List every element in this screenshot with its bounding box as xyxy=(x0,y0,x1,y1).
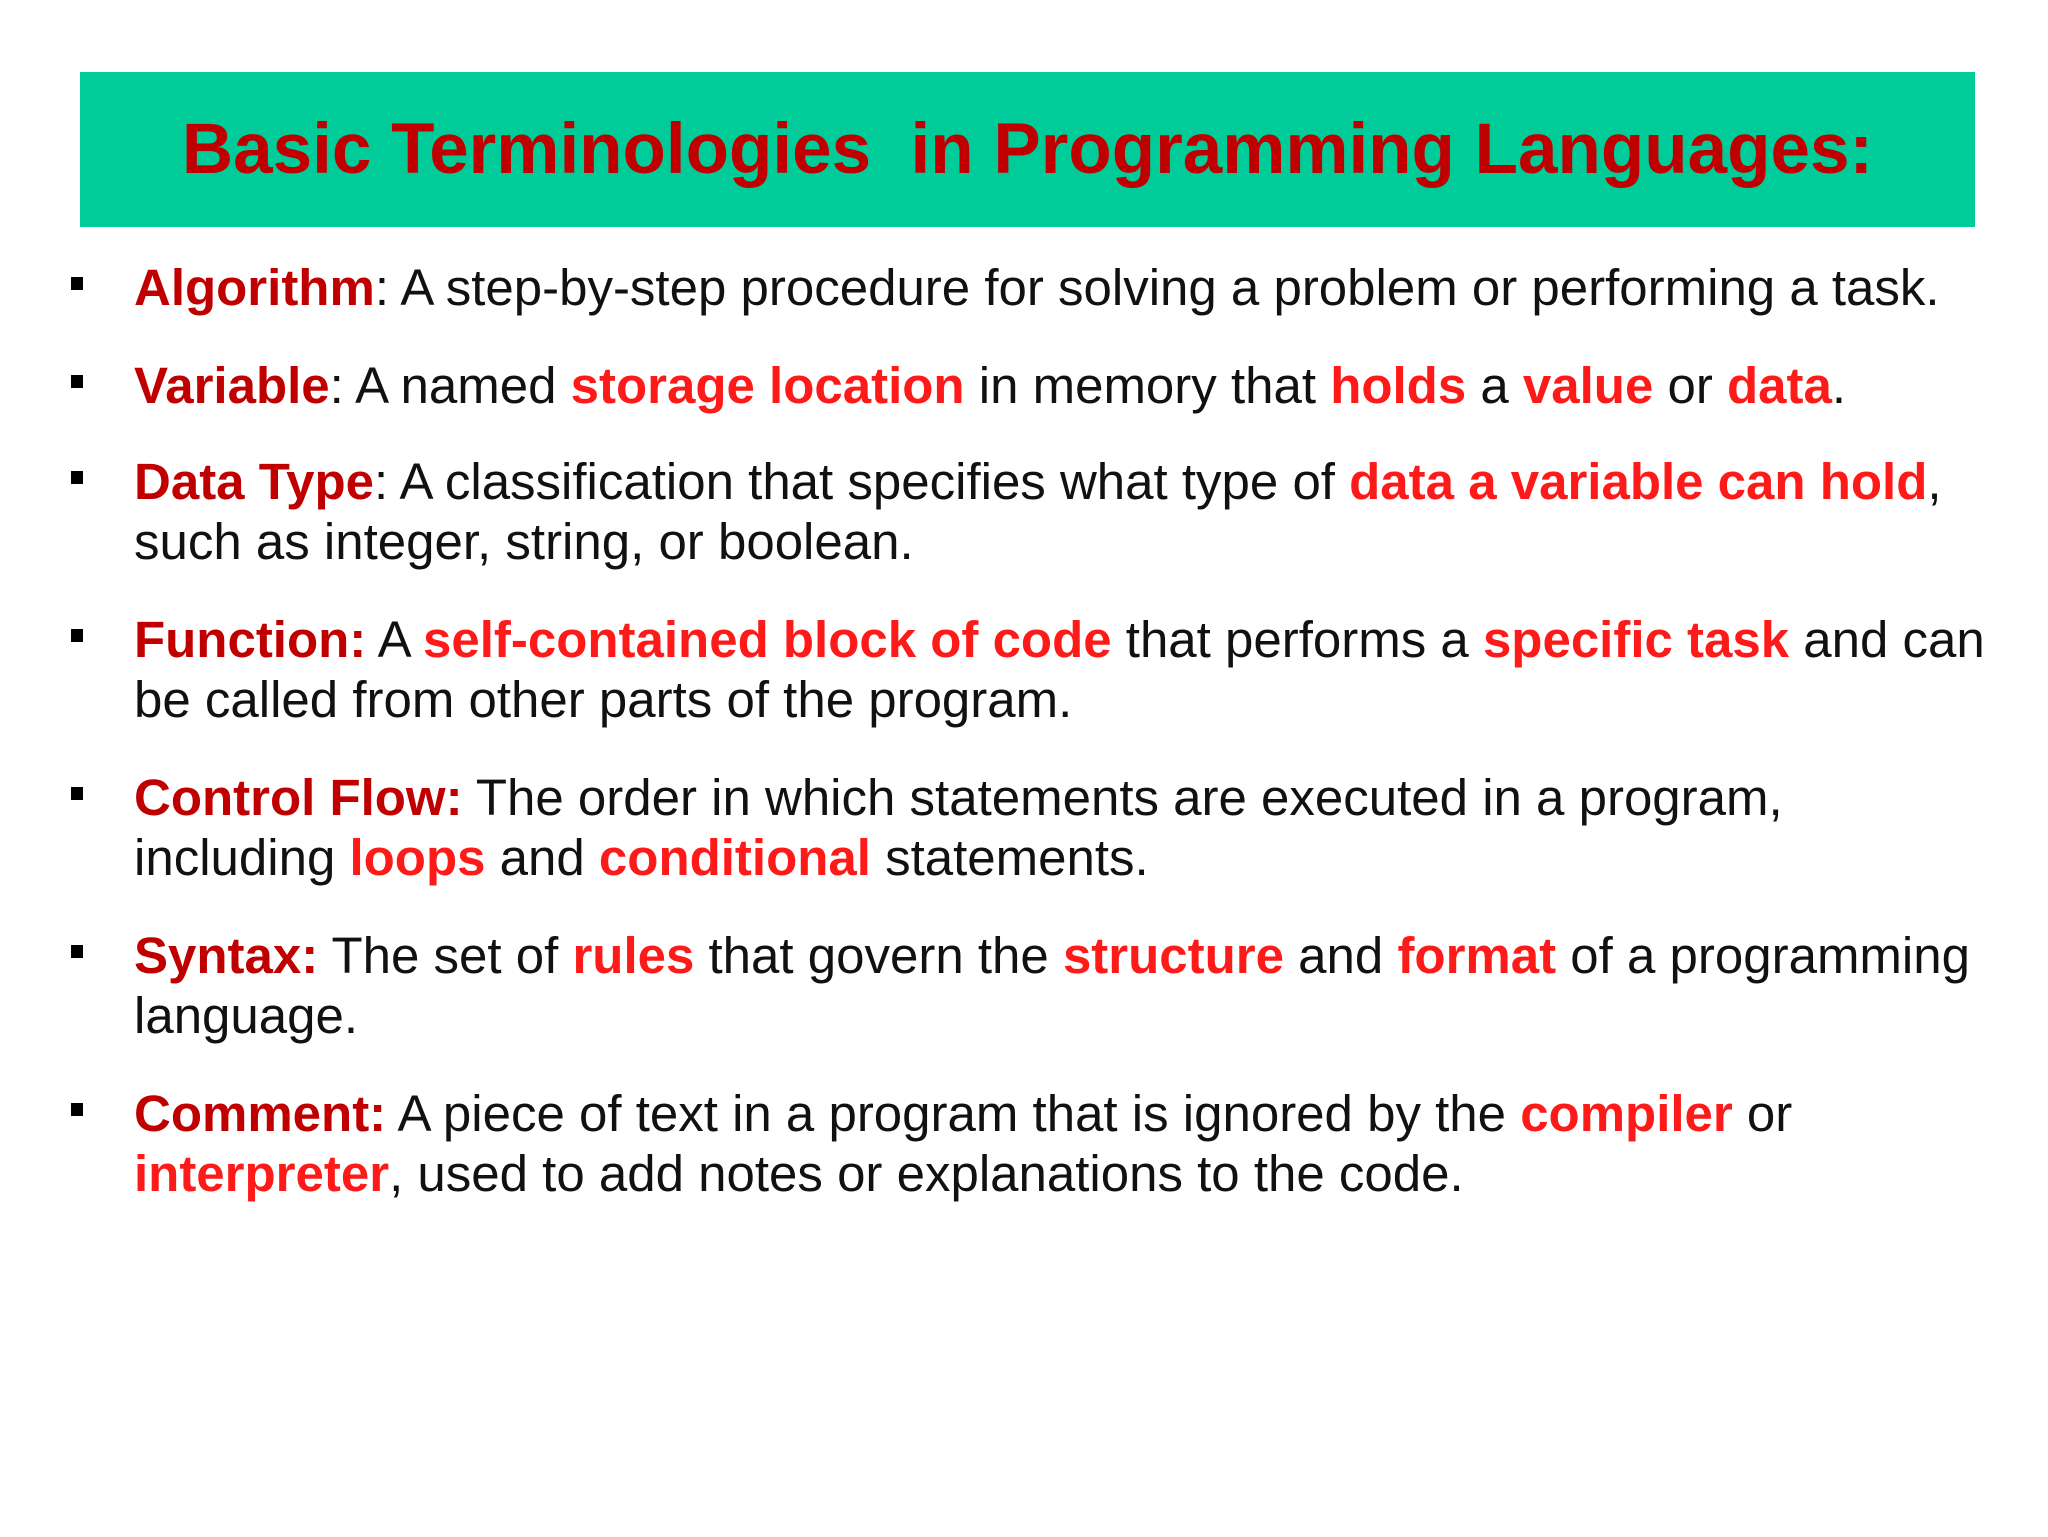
description-text: of a programming language. xyxy=(134,927,1970,1044)
description-text: , such as integer, string, or boolean. xyxy=(134,453,1942,570)
description-text: or xyxy=(1653,357,1727,414)
highlighted-text: interpreter xyxy=(134,1145,390,1202)
description-text: The set of xyxy=(318,927,573,984)
title-banner xyxy=(80,72,1975,227)
highlighted-text: format xyxy=(1397,927,1557,984)
highlighted-text: loops xyxy=(349,829,486,886)
square-bullet-icon xyxy=(71,1103,83,1116)
description-text: or xyxy=(1732,1085,1793,1142)
highlighted-text: self-contained block of code xyxy=(423,611,1112,668)
square-bullet-icon xyxy=(71,375,83,388)
highlighted-text: structure xyxy=(1062,927,1284,984)
term-item xyxy=(0,768,2048,888)
description-text: and can be called from other parts of the program. xyxy=(134,611,1985,728)
description-text: a xyxy=(1466,357,1523,414)
description-text: and xyxy=(485,829,599,886)
term-item xyxy=(0,258,2048,318)
term-name: Control Flow: xyxy=(134,769,463,826)
square-bullet-icon xyxy=(71,471,83,484)
description-text: , used to add notes or explanations to the code. xyxy=(389,1145,1464,1202)
description-text: : A named xyxy=(329,357,571,414)
description-text: A piece of text in a program that is ignored by the xyxy=(386,1085,1521,1142)
term-item xyxy=(0,1084,2048,1204)
highlighted-text: rules xyxy=(572,927,695,984)
square-bullet-icon xyxy=(71,629,83,642)
square-bullet-icon xyxy=(71,277,83,290)
term-item xyxy=(0,610,2048,730)
highlighted-text: value xyxy=(1522,357,1654,414)
term-item xyxy=(0,452,2048,572)
term-item xyxy=(0,926,2048,1046)
description-text: : A classification that specifies what type of xyxy=(373,453,1350,510)
description-text: The order in which statements are executed in a program, including xyxy=(134,769,1783,886)
term-name: Syntax: xyxy=(134,927,319,984)
term-name: Algorithm xyxy=(134,259,375,316)
highlighted-text: compiler xyxy=(1520,1085,1733,1142)
term-name: Function: xyxy=(134,611,367,668)
description-text: in memory that xyxy=(964,357,1331,414)
highlighted-text: specific task xyxy=(1482,611,1790,668)
description-text: A xyxy=(366,611,423,668)
highlighted-text: conditional xyxy=(598,829,871,886)
description-text: that performs a xyxy=(1111,611,1483,668)
description-text: that govern the xyxy=(694,927,1063,984)
square-bullet-icon xyxy=(71,787,83,800)
description-text: statements. xyxy=(870,829,1149,886)
description-text: and xyxy=(1284,927,1398,984)
term-list xyxy=(0,258,2048,1242)
description-text: . xyxy=(1831,357,1847,414)
description-text: : A step-by-step procedure for solving a problem or performing a task. xyxy=(374,259,1940,316)
slide-title: Basic Terminologies in Programming Languages: xyxy=(181,110,1874,189)
term-name: Data Type xyxy=(134,453,374,510)
highlighted-text: storage location xyxy=(570,357,965,414)
highlighted-text: holds xyxy=(1330,357,1467,414)
highlighted-text: data a variable can hold xyxy=(1349,453,1928,510)
term-name: Comment: xyxy=(134,1085,387,1142)
highlighted-text: data xyxy=(1727,357,1832,414)
term-item xyxy=(0,356,2048,416)
square-bullet-icon xyxy=(71,945,83,958)
term-name: Variable xyxy=(134,357,330,414)
